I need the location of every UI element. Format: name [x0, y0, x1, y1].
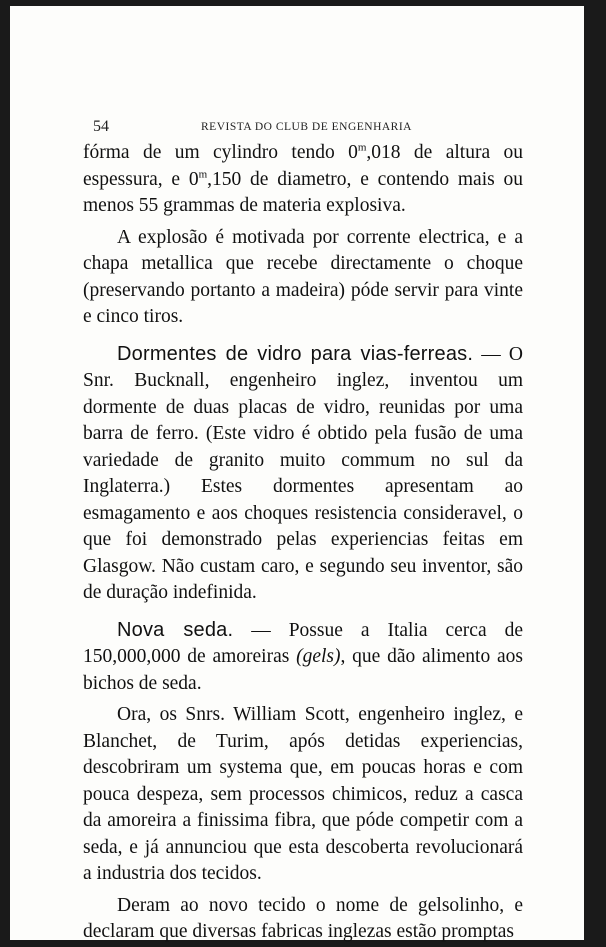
paragraph-6: Deram ao novo tecido o nome de gelsolinho, e declaram que diversas fabricas inglezas estão promptas	[83, 894, 523, 942]
section-heading-nova-seda: Nova seda.	[117, 618, 234, 641]
page-number: 54	[93, 118, 109, 135]
section-dash: —	[473, 343, 509, 365]
p1-text-a: fórma de um cylindro tendo 0	[83, 142, 358, 163]
section-heading-dormentes: Dormentes de vidro para vias-ferreas.	[117, 342, 474, 365]
page-header	[93, 118, 533, 142]
paragraph-2: A explosão é motivada por corrente electrica, e a chapa metallica que recebe directamente o choque (preservando portanto a madeira) póde servir para vinte e cinco tiros.	[83, 226, 523, 327]
section-body-dormentes: O Snr. Bucknall, engenheiro inglez, inventou um dormente de duas placas de vidro, reunidas por uma barra de ferro. (Este vidro é obtido pela fusão de uma variedade de granito muito commum no sul da Inglaterra.) Estes dormentes apresentam ao esmagamento e aos choques resistencia consideravel, o que foi demonstrado pelas experiencias feitas em Glasgow. Não custam caro, e segundo seu inventor, são de duração indefinida.	[83, 343, 524, 603]
section-body-b: , que dão alimento aos bichos de seda.	[83, 646, 523, 694]
section-body-a: Possue a Italia cerca de 150,000,000 de amoreiras	[83, 619, 523, 667]
p1-sup-2: m	[198, 168, 208, 180]
p1-text-b: ,018 de altura ou espessura, e 0	[83, 142, 523, 190]
section-dormentes	[83, 341, 523, 607]
section-body-italic: (gels)	[296, 646, 341, 667]
running-title: REVISTA DO CLUB DE ENGENHARIA	[201, 121, 412, 133]
body-text	[83, 140, 523, 946]
paragraph-5: Ora, os Snrs. William Scott, engenheiro inglez, e Blanchet, de Turim, após detidas experiencias, descobriram um systema que, em poucas horas e com pouca despeza, sem processos chimicos, reduz a casca da amoreira a finissima fibra, que póde competir com a seda, e já annunciou que esta descoberta revolucionará a industria dos tecidos.	[83, 704, 523, 884]
paragraph-1	[83, 140, 523, 220]
p1-sup-1: m	[357, 141, 367, 154]
section-dash: —	[233, 619, 289, 641]
section-nova-seda	[83, 617, 523, 698]
p1-text-c: ,150 de diametro, e contendo mais ou menos 55 grammas de materia explosiva.	[83, 168, 523, 216]
